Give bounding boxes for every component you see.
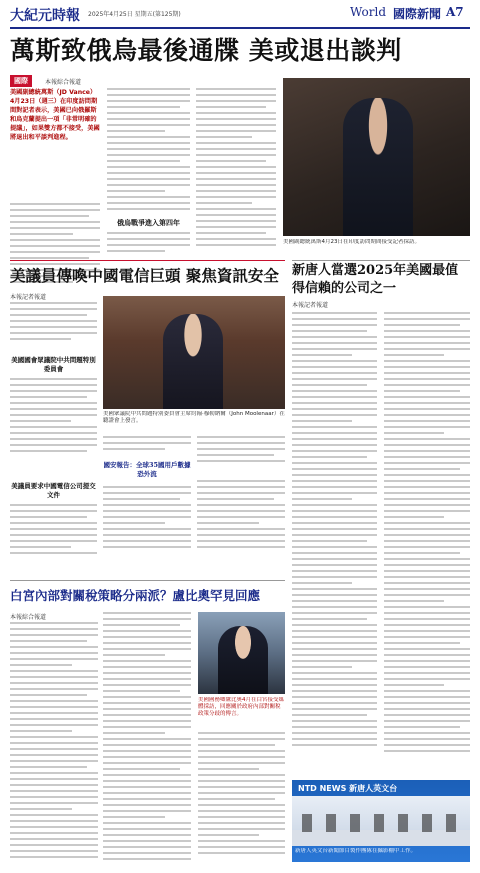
story1-body-col2: [107, 88, 190, 213]
ntd-ad-desk: [292, 830, 470, 846]
story3-rule: [292, 260, 470, 261]
story2-subhead2: 美議員要求中國電信公司提交文件: [11, 482, 96, 499]
story2-rule: [10, 260, 285, 261]
story3-byline: 本報記者報道: [292, 302, 329, 309]
story1-caption: 美國副總統萬斯4月23日在印度訪問期間接受記者採訪。: [283, 239, 420, 245]
story2-body-col1c: [10, 504, 97, 576]
story1-tag: 國際: [10, 75, 32, 87]
issue-date: 2025年4月25日 星期五(第125期): [88, 11, 181, 18]
story4-headline: 白宮內部對關稅策略分兩派？盧比奧罕見回應: [10, 588, 261, 603]
story1-photo-figure: [343, 98, 413, 236]
story3-body-col1: [292, 312, 377, 777]
paper-name: 大紀元時報: [10, 8, 80, 24]
story4-body-col2: [103, 612, 191, 862]
story2-photo-figure: [163, 314, 223, 409]
story2-body-col2: [103, 436, 191, 458]
story1-lede: 美國副總統萬斯（JD Vance）4月23日（週三）在印度訪問期間對記者表示，美國已向俄羅斯和烏克蘭提出一項「非常明確的提議」，如果雙方都不接受，美國將退出和平談判進程。: [10, 89, 100, 141]
page-number: A7: [446, 5, 464, 19]
ntd-ad-photo: [292, 796, 470, 846]
section-zh: 國際新聞: [393, 7, 442, 21]
story2-subhead1: 美國國會眾議院中共問題特別委員會: [11, 356, 96, 373]
story2-caption: 美國眾議院中共問題特別委員會主席約翰·穆勒納爾（John Moolenaar）在聽證會上發言。: [103, 411, 285, 424]
story3-body-col2: [384, 312, 470, 777]
story1-subhead: 俄烏戰爭進入第四年: [117, 218, 180, 227]
story2-body-col2b: [103, 486, 191, 576]
ntd-ad-people: [302, 814, 460, 832]
story1-byline: 本報綜合報道: [45, 79, 82, 86]
story4-body-col1: [10, 622, 98, 862]
story4-rule: [10, 580, 285, 581]
story2-photo: [103, 296, 285, 409]
story3-headline: 新唐人當選2025年美國最值得信賴的公司之一: [292, 263, 459, 296]
story4-caption: 美國國務卿盧比奧4月在白宮接受媒體採訪，回應關於政府內部對關稅政策分歧的傳言。: [198, 697, 285, 717]
story2-body-col1b: [10, 378, 97, 478]
ntd-ad: [292, 780, 470, 862]
story1-body-col3: [196, 88, 276, 258]
story2-body-col3b: [197, 480, 285, 576]
story2-byline: 本報記者報道: [10, 294, 47, 301]
story1-body-col2b: [107, 232, 190, 257]
masthead-rule: [10, 27, 470, 29]
story2-body-col3: [197, 436, 285, 476]
section-en: World: [350, 5, 386, 19]
story2-headline: 美議員傳喚中國電信巨頭 聚焦資訊安全: [10, 266, 279, 285]
story4-photo-figure: [218, 626, 268, 694]
story1-headline: 萬斯致俄烏最後通牒 美或退出談判: [10, 36, 402, 65]
story2-body-col1: [10, 302, 97, 354]
story4-byline: 本報綜合報道: [10, 614, 47, 621]
masthead: [0, 0, 480, 34]
story4-photo: [198, 612, 285, 694]
ntd-ad-caption: 新唐人英文台新聞節目製作團隊在攝影棚中工作。: [295, 848, 417, 854]
story2-subhead3: 國安報告：全球35國用戶數據恐外流: [103, 461, 191, 478]
story4-body-col3: [198, 732, 285, 862]
ntd-ad-brand: NTD NEWS 新唐人英文台: [298, 784, 398, 793]
story1-photo: [283, 78, 470, 236]
